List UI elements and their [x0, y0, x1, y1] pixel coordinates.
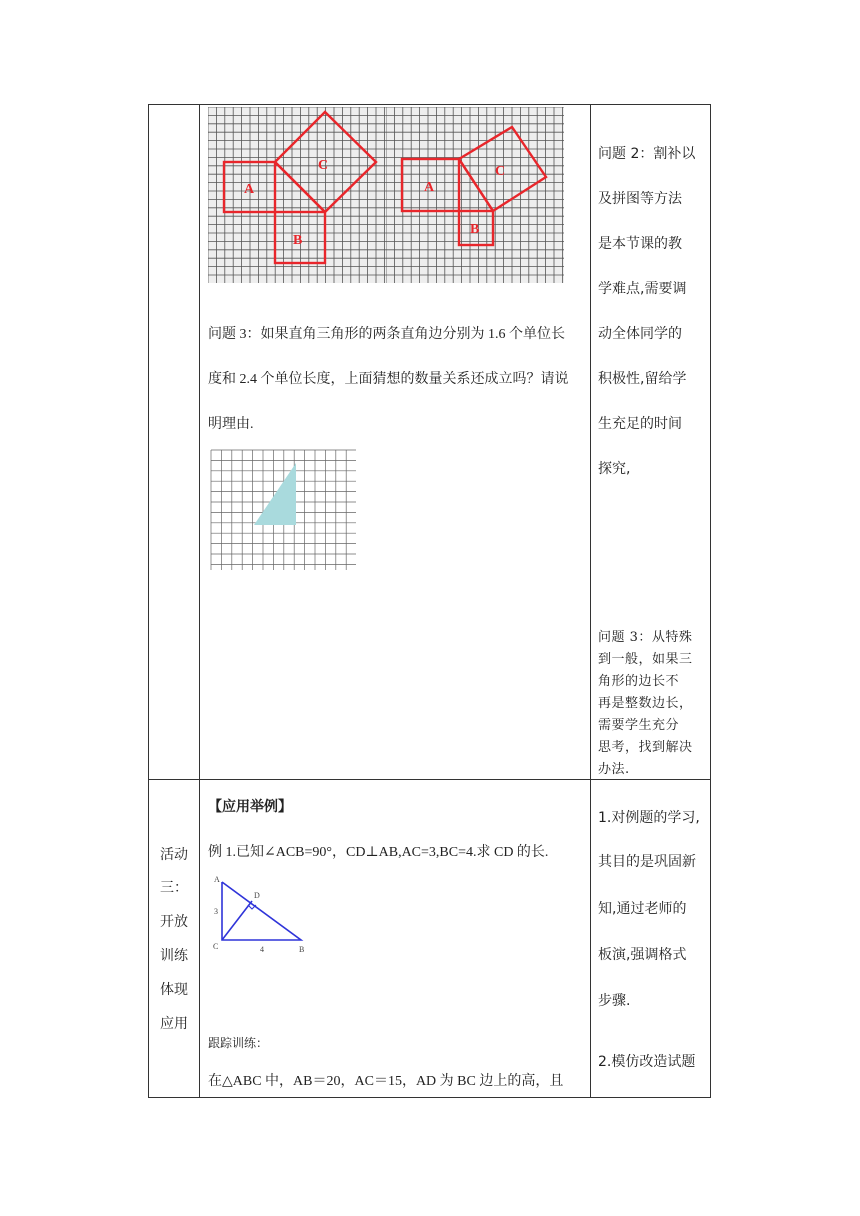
note3-line3: 角形的边长不	[598, 674, 680, 689]
note2-line8: 探究,	[598, 461, 631, 477]
label-c-2: C	[495, 164, 506, 179]
note-r2-line1: 1.对例题的学习,	[598, 810, 700, 826]
note2-line2: 及拼图等方法	[598, 191, 682, 207]
note-r2-line3: 知,通过老师的	[598, 901, 687, 917]
content-cell-row2	[200, 780, 591, 1098]
label-b: B	[293, 233, 303, 248]
activity-cell-empty	[149, 105, 200, 780]
lesson-plan-table	[148, 104, 711, 1098]
vertex-c: C	[213, 942, 219, 951]
note-r2-line6: 2.模仿改造试题	[598, 1054, 696, 1070]
practice-text: 在△ABC 中，AB＝20，AC＝15，AD 为 BC 边上的高，且	[208, 1074, 564, 1089]
note-r2-line2: 其目的是巩固新	[598, 854, 696, 870]
note3-line6: 思考，找到解决	[598, 740, 693, 755]
question3-line2: 度和 2.4 个单位长度，上面猜想的数量关系还成立吗？请说	[208, 372, 569, 387]
note2-line3: 是本节课的教	[598, 236, 682, 252]
note-r2-line5: 步骤.	[598, 993, 631, 1009]
note3-line7: 办法.	[598, 762, 630, 777]
example1-text: 例 1.已知∠ACB=90°，CD⊥AB,AC=3,BC=4.求 CD 的长.	[208, 845, 549, 860]
vertex-b: B	[299, 945, 305, 954]
note2-line4: 学难点,需要调	[598, 281, 687, 297]
activity-cell	[149, 780, 200, 1098]
label-b-2: B	[470, 222, 480, 237]
content-cell-row1	[200, 105, 591, 780]
note2-line5: 动全体同学的	[598, 326, 682, 342]
note3-line1: 问题 3：从特殊	[598, 630, 693, 645]
activity-line5: 体现	[160, 982, 188, 998]
label-c: C	[318, 158, 329, 173]
note2-line7: 生充足的时间	[598, 416, 682, 432]
note-r2-line4: 板演,强调格式	[598, 947, 687, 963]
practice-title: 跟踪训练：	[208, 1036, 269, 1050]
pythagoras-grid-figure-2	[386, 107, 564, 283]
label-a: A	[244, 182, 255, 197]
activity-line4: 训练	[160, 948, 188, 964]
pythagoras-grid-figure-1	[208, 107, 386, 283]
notes-cell-row1	[591, 105, 711, 780]
activity-line2: 三：	[160, 880, 188, 896]
question3-line3: 明理由.	[208, 417, 254, 432]
vertex-d: D	[254, 891, 260, 900]
question3-line1: 问题 3：如果直角三角形的两条直角边分别为 1.6 个单位长	[208, 327, 565, 342]
activity-line6: 应用	[160, 1016, 188, 1032]
note2-line1: 问题 2：割补以	[598, 146, 696, 162]
note3-line4: 再是整数边长，	[598, 696, 693, 711]
right-triangle-figure	[210, 874, 306, 962]
side-cb-label: 4	[260, 945, 264, 954]
triangle-grid-figure	[210, 449, 358, 571]
notes-cell-row2	[591, 780, 711, 1098]
side-ac-label: 3	[214, 907, 218, 916]
note2-line6: 积极性,留给学	[598, 371, 687, 387]
note3-line5: 需要学生充分	[598, 718, 680, 733]
activity-line3: 开放	[160, 914, 188, 930]
activity-line1: 活动	[160, 847, 188, 863]
note3-line2: 到一般，如果三	[598, 652, 693, 667]
vertex-a: A	[214, 875, 220, 884]
label-a-2: A	[424, 180, 435, 195]
section-heading: 【应用举例】	[208, 799, 292, 815]
